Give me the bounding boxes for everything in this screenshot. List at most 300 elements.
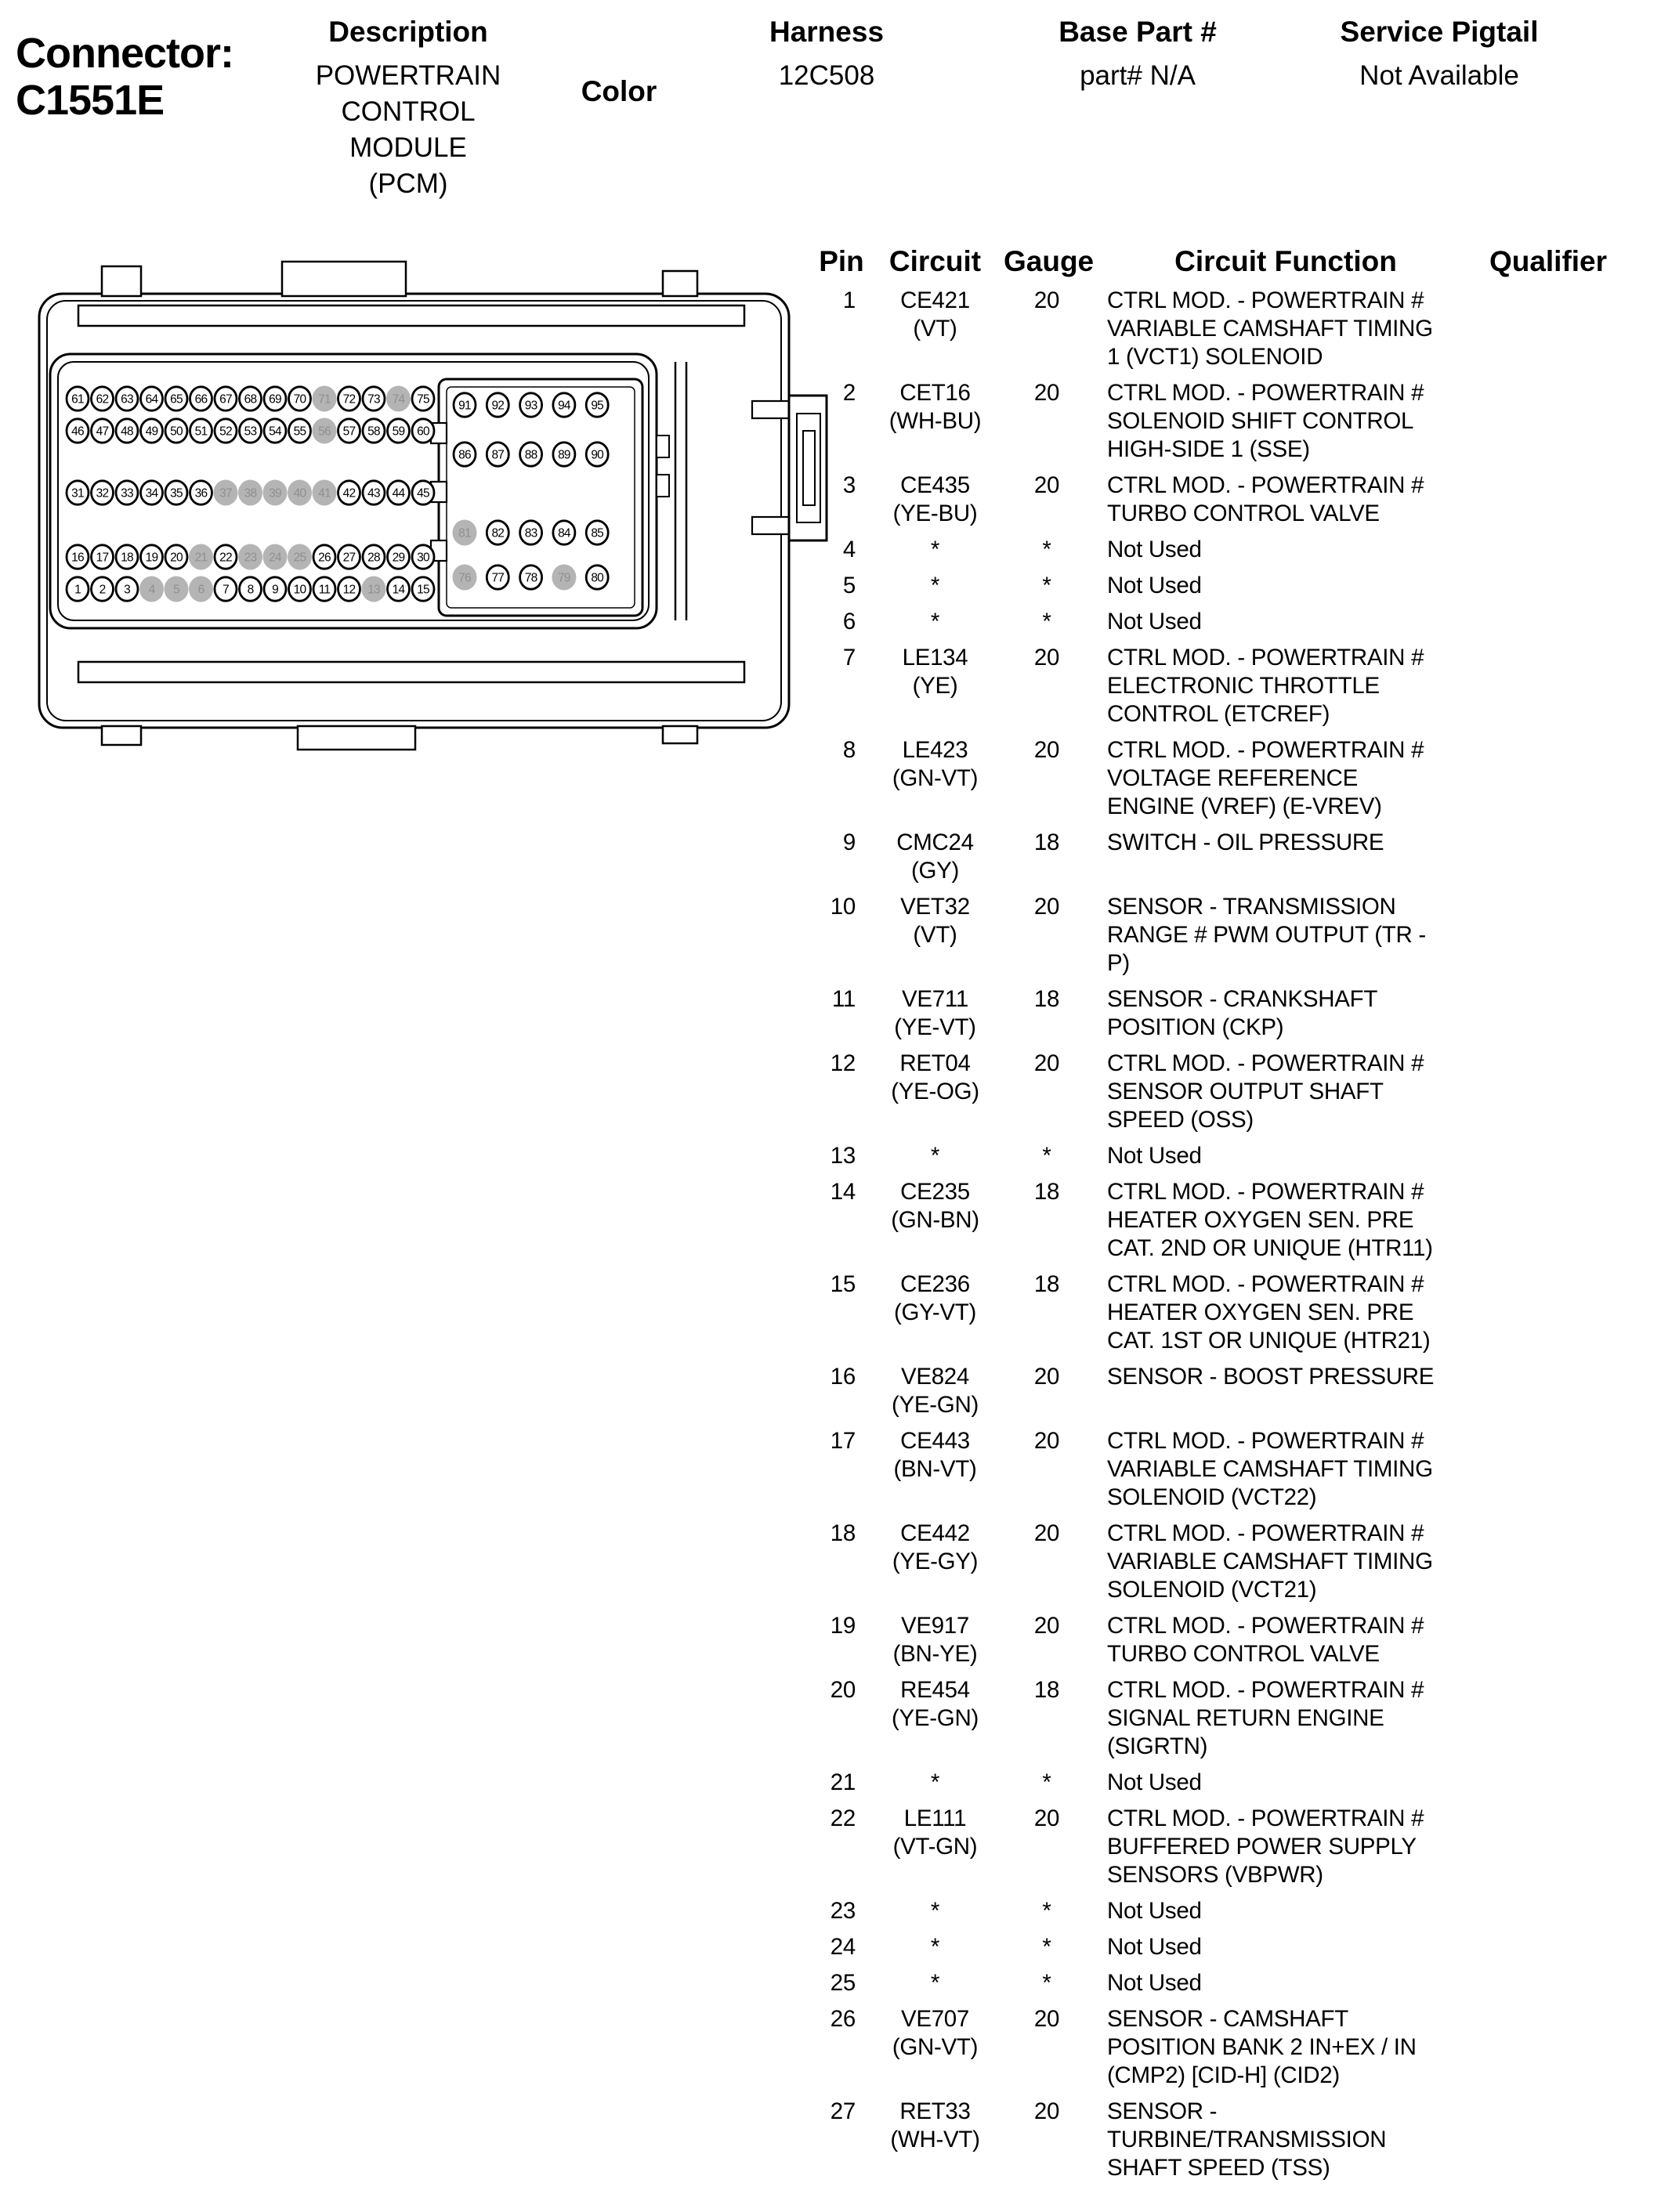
pin-80: [586, 566, 608, 589]
pin-51: [190, 419, 212, 443]
pin-cell: 16: [830, 1364, 856, 1390]
qualifier-cell: [1482, 1897, 1615, 1925]
svg-text:34: 34: [145, 486, 158, 501]
gauge-cell: *: [1042, 1970, 1051, 1996]
pin-65: [165, 387, 187, 410]
svg-text:24: 24: [269, 551, 281, 565]
pin-77: [487, 566, 508, 589]
gauge-cell: *: [1042, 1934, 1051, 1960]
pin-cell: 1: [842, 287, 856, 313]
top-lock-bar: [78, 305, 744, 326]
pin-81: [453, 520, 477, 546]
pin-59: [388, 419, 410, 443]
svg-text:54: 54: [269, 425, 281, 439]
qualifier-cell: [1482, 736, 1615, 821]
circuit-cell: *: [930, 537, 940, 562]
gauge-cell: 20: [1033, 645, 1060, 670]
pin-75: [412, 387, 434, 410]
function-cell: CTRL MOD. - POWERTRAIN # SENSOR OUTPUT SHAFT SPEED (OSS): [1107, 1050, 1424, 1133]
pin-14: [388, 577, 410, 601]
qualifier-cell: [1482, 379, 1615, 464]
pin-cell: 20: [830, 1677, 856, 1703]
gauge-cell: 20: [1033, 287, 1060, 313]
pin-67: [215, 387, 237, 410]
circuit-cell: RET04 (YE-OG): [891, 1050, 979, 1104]
svg-text:83: 83: [524, 526, 537, 540]
svg-text:67: 67: [219, 392, 232, 407]
qualifier-cell: [1482, 1142, 1615, 1170]
pin-19: [141, 545, 163, 569]
pin-30: [412, 545, 434, 569]
function-cell: CTRL MOD. - POWERTRAIN # SIGNAL RETURN ENGINE (SIGRTN): [1107, 1677, 1424, 1759]
pin-cell: 5: [842, 573, 856, 598]
col-header-circuit: Circuit: [888, 245, 982, 277]
circuit-cell: VE707 (GN-VT): [892, 2006, 979, 2060]
pin-79: [552, 565, 576, 591]
pin-8: [240, 577, 262, 601]
pin-93: [520, 393, 542, 417]
pin-87: [487, 443, 508, 466]
function-cell: SWITCH - OIL PRESSURE: [1107, 830, 1384, 855]
qualifier-cell: [1482, 2098, 1615, 2182]
gauge-cell: *: [1042, 1769, 1051, 1795]
pin-68: [240, 387, 262, 410]
function-cell: CTRL MOD. - POWERTRAIN # HEATER OXYGEN SEN. PRE CAT. 1ST OR UNIQUE (HTR21): [1107, 1271, 1431, 1354]
svg-text:4: 4: [148, 583, 155, 597]
svg-text:93: 93: [524, 399, 537, 413]
function-cell: Not Used: [1107, 1898, 1202, 1924]
svg-text:36: 36: [194, 486, 208, 501]
svg-text:69: 69: [269, 392, 281, 407]
gauge-cell: 18: [1033, 1179, 1060, 1205]
pin-44: [388, 481, 410, 504]
pin-46: [67, 419, 89, 443]
gauge-cell: 20: [1033, 1613, 1060, 1639]
svg-text:23: 23: [244, 551, 257, 565]
circuit-cell: CE443 (BN-VT): [893, 1428, 977, 1482]
svg-text:17: 17: [96, 551, 109, 565]
pin-70: [289, 387, 311, 410]
qualifier-cell: [1482, 1933, 1615, 1961]
svg-text:63: 63: [121, 392, 133, 407]
pin-cell: 23: [830, 1898, 856, 1924]
circuit-cell: *: [930, 1934, 940, 1960]
svg-text:8: 8: [247, 583, 254, 597]
svg-text:16: 16: [71, 551, 84, 565]
pin-63: [116, 387, 138, 410]
pin-table: [816, 244, 1615, 2182]
pin-16: [67, 545, 89, 569]
svg-text:74: 74: [392, 392, 405, 407]
svg-text:41: 41: [318, 486, 331, 501]
function-cell: CTRL MOD. - POWERTRAIN # TURBO CONTROL VALVE: [1107, 472, 1424, 526]
pin-cell: 2: [842, 380, 856, 406]
svg-text:48: 48: [121, 425, 133, 439]
pin-73: [363, 387, 385, 410]
svg-text:37: 37: [219, 486, 232, 501]
connector-diagram: [0, 235, 838, 768]
gauge-cell: 20: [1033, 1050, 1060, 1076]
qualifier-cell: [1482, 1050, 1615, 1134]
bottom-lock-bar: [78, 662, 744, 682]
svg-text:6: 6: [197, 583, 204, 597]
pin-25: [288, 544, 312, 570]
pin-22: [215, 545, 237, 569]
pin-57: [338, 419, 360, 443]
circuit-cell: CET16 (WH-BU): [888, 380, 982, 434]
svg-text:31: 31: [71, 486, 84, 501]
qualifier-cell: [1482, 2005, 1615, 2090]
svg-text:7: 7: [223, 583, 229, 597]
svg-text:26: 26: [318, 551, 331, 565]
bottom-tab-left: [102, 726, 141, 745]
pin-cell: 8: [842, 737, 856, 763]
svg-text:47: 47: [96, 425, 109, 439]
function-cell: Not Used: [1107, 573, 1202, 598]
svg-text:78: 78: [524, 571, 537, 585]
pin-47: [92, 419, 114, 443]
pin-33: [116, 481, 138, 504]
svg-text:40: 40: [293, 486, 306, 501]
circuit-cell: LE423 (GN-VT): [892, 737, 979, 791]
description-value: POWERTRAIN CONTROL MODULE (PCM): [315, 60, 501, 199]
qualifier-cell: [1482, 829, 1615, 885]
pin-48: [116, 419, 138, 443]
circuit-cell: *: [930, 573, 940, 598]
function-cell: Not Used: [1107, 1143, 1202, 1169]
pin-95: [586, 393, 608, 417]
pin-88: [520, 443, 542, 466]
pin-66: [190, 387, 212, 410]
svg-text:56: 56: [318, 425, 331, 439]
latch-inner: [803, 431, 815, 505]
gauge-cell: *: [1042, 537, 1051, 562]
top-tab-center: [282, 262, 406, 296]
pin-5: [165, 576, 189, 602]
circuit-cell: *: [930, 1898, 940, 1924]
function-cell: CTRL MOD. - POWERTRAIN # ELECTRONIC THROTTLE CONTROL (ETCREF): [1107, 645, 1424, 727]
svg-text:92: 92: [491, 399, 505, 413]
pin-17: [92, 545, 114, 569]
function-cell: CTRL MOD. - POWERTRAIN # VARIABLE CAMSHAFT TIMING SOLENOID (VCT22): [1107, 1428, 1433, 1510]
pin-18: [116, 545, 138, 569]
circuit-cell: *: [930, 1143, 940, 1169]
svg-text:12: 12: [342, 583, 356, 597]
pin-31: [67, 481, 89, 504]
pin-15: [412, 577, 434, 601]
pin-91: [454, 393, 476, 417]
pin-71: [313, 386, 337, 412]
function-cell: CTRL MOD. - POWERTRAIN # BUFFERED POWER SUPPLY SENSORS (VBPWR): [1107, 1805, 1424, 1888]
pin-13: [362, 576, 386, 602]
harness-label: Harness: [769, 16, 885, 48]
latch-lug-2: [657, 475, 669, 497]
pin-84: [553, 521, 575, 544]
qualifier-cell: [1482, 1363, 1615, 1419]
circuit-cell: LE134 (YE): [902, 645, 968, 699]
pin-60: [412, 419, 434, 443]
pin-7: [215, 577, 237, 601]
connector-id: C1551E: [16, 77, 165, 124]
pin-86: [454, 443, 476, 466]
pin-9: [264, 577, 286, 601]
qualifier-cell: [1482, 1769, 1615, 1797]
pin-20: [165, 545, 187, 569]
function-cell: Not Used: [1107, 1934, 1202, 1960]
function-cell: Not Used: [1107, 1769, 1202, 1795]
svg-text:91: 91: [458, 399, 471, 413]
svg-text:25: 25: [293, 551, 306, 565]
svg-text:79: 79: [558, 571, 570, 585]
gauge-cell: 18: [1033, 1677, 1060, 1703]
pin-41: [313, 480, 337, 506]
svg-text:29: 29: [392, 551, 405, 565]
svg-text:39: 39: [269, 486, 281, 501]
description-label: Description: [328, 16, 488, 48]
pin-43: [363, 481, 385, 504]
service-pigtail-value: Not Available: [1359, 60, 1519, 91]
svg-text:38: 38: [244, 486, 257, 501]
qualifier-cell: [1482, 287, 1615, 371]
pin-52: [215, 419, 237, 443]
circuit-cell: RE454 (YE-GN): [892, 1677, 979, 1731]
gauge-cell: *: [1042, 573, 1051, 598]
svg-text:65: 65: [170, 392, 183, 407]
gauge-cell: 20: [1033, 894, 1060, 920]
svg-text:46: 46: [71, 425, 84, 439]
svg-text:73: 73: [367, 392, 380, 407]
pin-28: [363, 545, 385, 569]
pin-cell: 19: [830, 1613, 856, 1639]
pin-12: [338, 577, 360, 601]
pin-cell: 24: [830, 1934, 856, 1960]
pin-40: [288, 480, 312, 506]
gauge-cell: *: [1042, 1143, 1051, 1169]
base-part-value: part# N/A: [1080, 60, 1196, 91]
qualifier-cell: [1482, 572, 1615, 600]
housing-inner-outline: [47, 301, 781, 721]
svg-text:42: 42: [342, 486, 356, 501]
svg-text:82: 82: [491, 526, 505, 540]
circuit-cell: CE442 (YE-GY): [892, 1520, 979, 1574]
pin-64: [141, 387, 163, 410]
circuit-cell: LE111 (VT-GN): [892, 1805, 978, 1860]
col-header-gauge: Gauge: [1004, 245, 1095, 277]
pin-34: [141, 481, 163, 504]
svg-text:61: 61: [71, 392, 84, 407]
pin-90: [586, 443, 608, 466]
bottom-tab-center: [298, 726, 415, 750]
function-cell: SENSOR - BOOST PRESSURE: [1107, 1364, 1435, 1390]
svg-text:62: 62: [96, 392, 109, 407]
svg-text:50: 50: [170, 425, 183, 439]
gauge-cell: 18: [1033, 1271, 1060, 1297]
svg-text:5: 5: [173, 583, 179, 597]
col-header-pin: Pin: [819, 245, 864, 277]
circuit-cell: VET32 (VT): [900, 894, 970, 948]
function-cell: Not Used: [1107, 609, 1202, 634]
pin-85: [586, 521, 608, 544]
pin-cell: 14: [830, 1179, 856, 1205]
svg-text:75: 75: [417, 392, 429, 407]
svg-text:35: 35: [170, 486, 183, 501]
gauge-cell: *: [1042, 609, 1051, 634]
svg-text:14: 14: [392, 583, 405, 597]
svg-text:89: 89: [558, 448, 570, 462]
svg-text:94: 94: [558, 399, 570, 413]
gauge-cell: 20: [1033, 1428, 1060, 1454]
gauge-cell: 20: [1033, 380, 1060, 406]
svg-text:77: 77: [491, 571, 505, 585]
pin-cell: 17: [830, 1428, 856, 1454]
function-cell: SENSOR - CAMSHAFT POSITION BANK 2 IN+EX / IN (CMP2) [CID-H] (CID2): [1107, 2006, 1417, 2088]
svg-text:58: 58: [367, 425, 380, 439]
qualifier-cell: [1482, 1969, 1615, 1997]
function-cell: CTRL MOD. - POWERTRAIN # HEATER OXYGEN SEN. PRE CAT. 2ND OR UNIQUE (HTR11): [1107, 1179, 1433, 1261]
gauge-cell: 20: [1033, 2098, 1060, 2124]
pin-11: [313, 577, 335, 601]
gauge-cell: 20: [1033, 1520, 1060, 1546]
qualifier-cell: [1482, 1520, 1615, 1604]
connector-title: [16, 30, 233, 124]
pin-56: [313, 418, 337, 444]
pin-10: [289, 577, 311, 601]
qualifier-cell: [1482, 1178, 1615, 1263]
svg-text:57: 57: [342, 425, 356, 439]
qualifier-cell: [1482, 608, 1615, 636]
svg-text:90: 90: [591, 448, 604, 462]
svg-text:13: 13: [367, 583, 380, 597]
color-label: Color: [581, 75, 657, 107]
gauge-cell: 20: [1033, 472, 1060, 498]
function-cell: SENSOR - TRANSMISSION RANGE # PWM OUTPUT (TR - P): [1107, 894, 1426, 976]
col-header-qualifier: Qualifier: [1489, 245, 1608, 277]
svg-text:60: 60: [417, 425, 429, 439]
svg-text:18: 18: [121, 551, 133, 565]
qualifier-cell: [1482, 985, 1615, 1042]
svg-text:66: 66: [194, 392, 208, 407]
svg-text:51: 51: [194, 425, 208, 439]
pin-53: [240, 419, 262, 443]
pin-2: [92, 577, 114, 601]
pin-83: [520, 521, 542, 544]
function-cell: CTRL MOD. - POWERTRAIN # VARIABLE CAMSHAFT TIMING 1 (VCT1) SOLENOID: [1107, 287, 1433, 370]
top-tab-right: [663, 271, 697, 296]
pin-42: [338, 481, 360, 504]
circuit-cell: RET33 (WH-VT): [890, 2098, 980, 2152]
svg-text:76: 76: [458, 571, 471, 585]
pin-21: [189, 544, 213, 570]
pin-35: [165, 481, 187, 504]
pin-6: [189, 576, 213, 602]
svg-text:21: 21: [194, 551, 208, 565]
latch-bar-top: [752, 401, 789, 418]
svg-text:28: 28: [367, 551, 380, 565]
svg-text:10: 10: [293, 583, 306, 597]
pin-cell: 7: [842, 645, 856, 670]
svg-text:86: 86: [458, 448, 471, 462]
pin-39: [263, 480, 288, 506]
qualifier-cell: [1482, 1612, 1615, 1668]
circuit-cell: *: [930, 1769, 940, 1795]
circuit-cell: VE917 (BN-YE): [892, 1613, 978, 1667]
pin-37: [214, 480, 238, 506]
pin-49: [141, 419, 163, 443]
pin-24: [263, 544, 288, 570]
pin-cell: 27: [830, 2098, 856, 2124]
svg-text:3: 3: [124, 583, 130, 597]
pin-1: [67, 577, 89, 601]
pin-50: [165, 419, 187, 443]
svg-text:2: 2: [99, 583, 106, 597]
pin-38: [238, 480, 262, 506]
gauge-cell: 20: [1033, 1805, 1060, 1831]
harness-value: 12C508: [778, 60, 875, 91]
pin-cell: 10: [830, 894, 856, 920]
svg-text:43: 43: [367, 486, 380, 501]
top-tab-left: [102, 266, 141, 296]
gauge-cell: 18: [1033, 986, 1060, 1012]
pin-27: [338, 545, 360, 569]
pin-72: [338, 387, 360, 410]
function-cell: CTRL MOD. - POWERTRAIN # TURBO CONTROL VALVE: [1107, 1613, 1424, 1667]
qualifier-cell: [1482, 1676, 1615, 1761]
svg-text:80: 80: [591, 571, 604, 585]
pin-cell: 18: [830, 1520, 856, 1546]
svg-text:9: 9: [272, 583, 278, 597]
pin-cell: 4: [842, 537, 856, 562]
gauge-cell: *: [1042, 1898, 1051, 1924]
pin-cell: 13: [830, 1143, 856, 1169]
circuit-cell: CE235 (GN-BN): [891, 1179, 979, 1233]
svg-text:85: 85: [591, 526, 604, 540]
function-cell: CTRL MOD. - POWERTRAIN # VARIABLE CAMSHAFT TIMING SOLENOID (VCT21): [1107, 1520, 1433, 1603]
svg-text:81: 81: [458, 526, 471, 540]
svg-text:55: 55: [293, 425, 306, 439]
circuit-cell: CE435 (YE-BU): [892, 472, 978, 526]
gauge-cell: 20: [1033, 2006, 1060, 2032]
circuit-cell: CMC24 (GY): [896, 830, 974, 884]
svg-text:11: 11: [318, 583, 331, 597]
pin-cell: 12: [830, 1050, 856, 1076]
svg-text:64: 64: [145, 392, 158, 407]
circuit-cell: VE824 (YE-GN): [892, 1364, 979, 1418]
pin-94: [553, 393, 575, 417]
pin-45: [412, 481, 434, 504]
pin-61: [67, 387, 89, 410]
pin-58: [363, 419, 385, 443]
qualifier-cell: [1482, 893, 1615, 978]
pin-4: [139, 576, 164, 602]
qualifier-cell: [1482, 472, 1615, 528]
circuit-cell: *: [930, 1970, 940, 1996]
col-header-function: Circuit Function: [1174, 245, 1397, 277]
circuit-cell: *: [930, 609, 940, 634]
qualifier-cell: [1482, 1805, 1615, 1889]
qualifier-cell: [1482, 536, 1615, 564]
pin-cell: 21: [830, 1769, 856, 1795]
svg-text:33: 33: [121, 486, 133, 501]
svg-text:1: 1: [74, 583, 81, 597]
pin-76: [453, 565, 477, 591]
base-part-label: Base Part #: [1058, 16, 1217, 48]
function-cell: SENSOR - CRANKSHAFT POSITION (CKP): [1107, 986, 1378, 1040]
connector-label: Connector:: [16, 30, 233, 77]
svg-text:15: 15: [417, 583, 429, 597]
gauge-cell: 20: [1033, 737, 1060, 763]
pin-cell: 3: [842, 472, 856, 498]
pin-92: [487, 393, 508, 417]
